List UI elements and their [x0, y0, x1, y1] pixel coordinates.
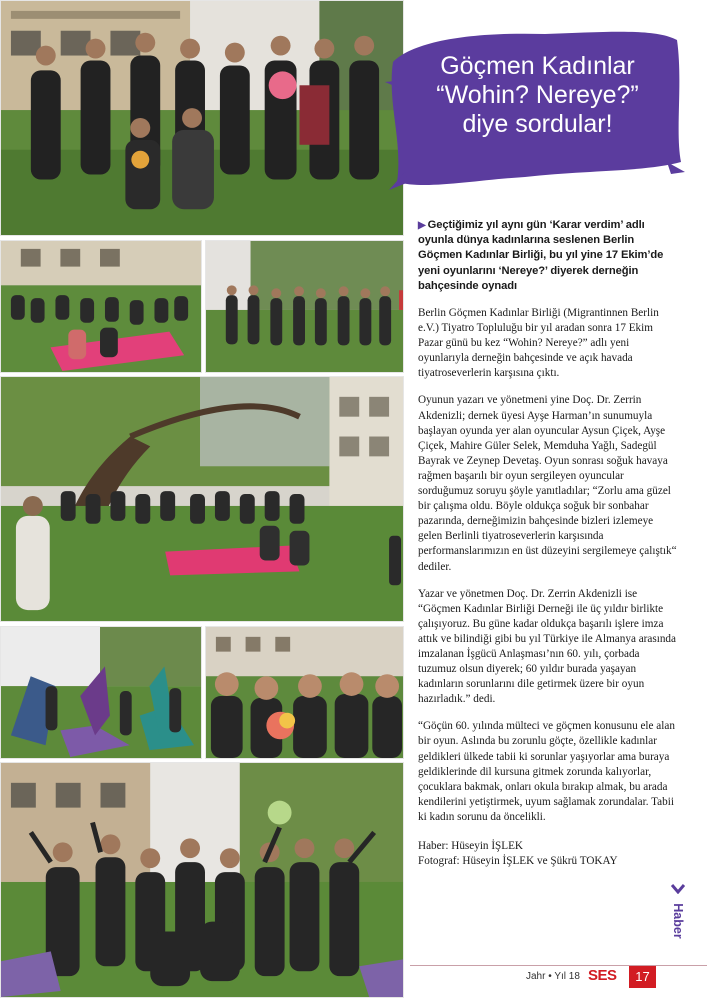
news-credit: Haber: Hüseyin İŞLEK	[418, 840, 524, 853]
article-paragraph-3: Yazar ve yönetmen Doç. Dr. Zerrin Akdenizli ise “Göçmen Kadınlar Birliği Derneği ile üç yıldır birlikte çalışıyoruz. Bu güne kadar oldukça başarılı işlere imza attık ve bilindiği gibi bu yıl Türkiye ile Almanya arasında imzalanan İşgücü Anlaşması’nın 60. yılı, çorbada tuzumuz olsun diyerek; 60 yıldır burada yaşayan kadınların sorunlarını dile getirmek üzere bir oyun hazırladık.” dedi.	[418, 587, 676, 706]
article-lead	[418, 218, 678, 294]
photo-cast-line	[205, 240, 404, 373]
photo-audience-blanket	[0, 240, 202, 373]
photo-credit: Fotograf: Hüseyin İŞLEK ve Şükrü TOKAY	[418, 855, 618, 868]
article-body	[418, 218, 678, 869]
photo-actresses-closeup	[205, 626, 404, 759]
page-number: 17	[629, 966, 656, 988]
photo-actresses-fabric	[0, 626, 202, 759]
ses-logo: SES	[588, 967, 617, 984]
section-label: Haber	[671, 903, 685, 939]
headline-line-1: Göçmen Kadınlar	[440, 52, 635, 80]
article-credits	[418, 839, 678, 869]
headline-banner	[385, 22, 685, 192]
photo-performance-tree	[0, 376, 404, 622]
footer-issue: Jahr • Yıl 18	[526, 971, 580, 982]
triangle-bullet-icon: ▶	[418, 220, 426, 231]
section-tab	[668, 884, 688, 946]
article-paragraph-4: “Göçün 60. yılında mülteci ve göçmen konusunu ele alan bir oyun. Aslında bu zorunlu göçte, özellikle kadınlar geldikleri ülkede tabii ki sorunlar yaşıyorlar ama buraya geldiklerinde dil kursuna gitmek zorunda kalıyorlar, çocuklara bakmak, onları okula bırakıp almak, bu arada kendilerini yetiştirmek, uyum sağlamak zorundalar. Tabii ki kadın sorunu da öncelikli.	[418, 720, 675, 823]
article-lead-text: Geçtiğimiz yıl aynı gün ‘Karar verdim’ adlı oyunla dünya kadınlarına seslenen Berlin Göçmen Kadınlar Birliği, bu yıl yine 17 Ekim’de yeni oyunlarını ‘Nereye?’ diyerek derneğin bahçesinde oynadı	[418, 219, 664, 292]
photo-group-bouquets	[0, 0, 404, 236]
article-paragraph-2: Oyunun yazarı ve yönetmeni yine Doç. Dr. Zerrin Akdenizli; dernek üyesi Ayşe Harman’ın sunumuyla başlayan oyunda yer alan oyuncular Aysun Çiçek, Ayşe Çiçek, Mahire Güler Selek, Memduha Yağlı, Sadegül Bayrak ve Zeynep Devetaş. Oyun sonrası soğuk havaya rağmen başarılı bir oyun sergileyen oyuncular sorduğumuz soruyu şöyle yanıtladılar; “Zorlu ama güzel bir çalışma oldu. Böyle oldukça soğuk bir sonbahar pazarında, derneğimizin bahçesinde bizleri izlemeye gelen Berlinli tiyatroseverlerin karşısında performanslarımızın en üst düzeyini sergilemeye çalıştık“ dediler.	[418, 394, 677, 573]
headline-line-3: diye sordular!	[462, 110, 613, 138]
footer-divider	[410, 965, 707, 966]
headline-line-2: “Wohin? Nereye?”	[436, 81, 639, 109]
photo-cheering-cast	[0, 762, 404, 998]
article-paragraph-1: Berlin Göçmen Kadınlar Birliği (Migrantinnen Berlin e.V.) Tiyatro Topluluğu bir yıl aradan sonra 17 Ekim Pazar günü bu kez “Wohin? Nereye?” adlı yeni oyunlarıyla derneğin bahçesinde ve açık havada tiyatroseverlerin karşısına çıktı.	[418, 307, 659, 380]
